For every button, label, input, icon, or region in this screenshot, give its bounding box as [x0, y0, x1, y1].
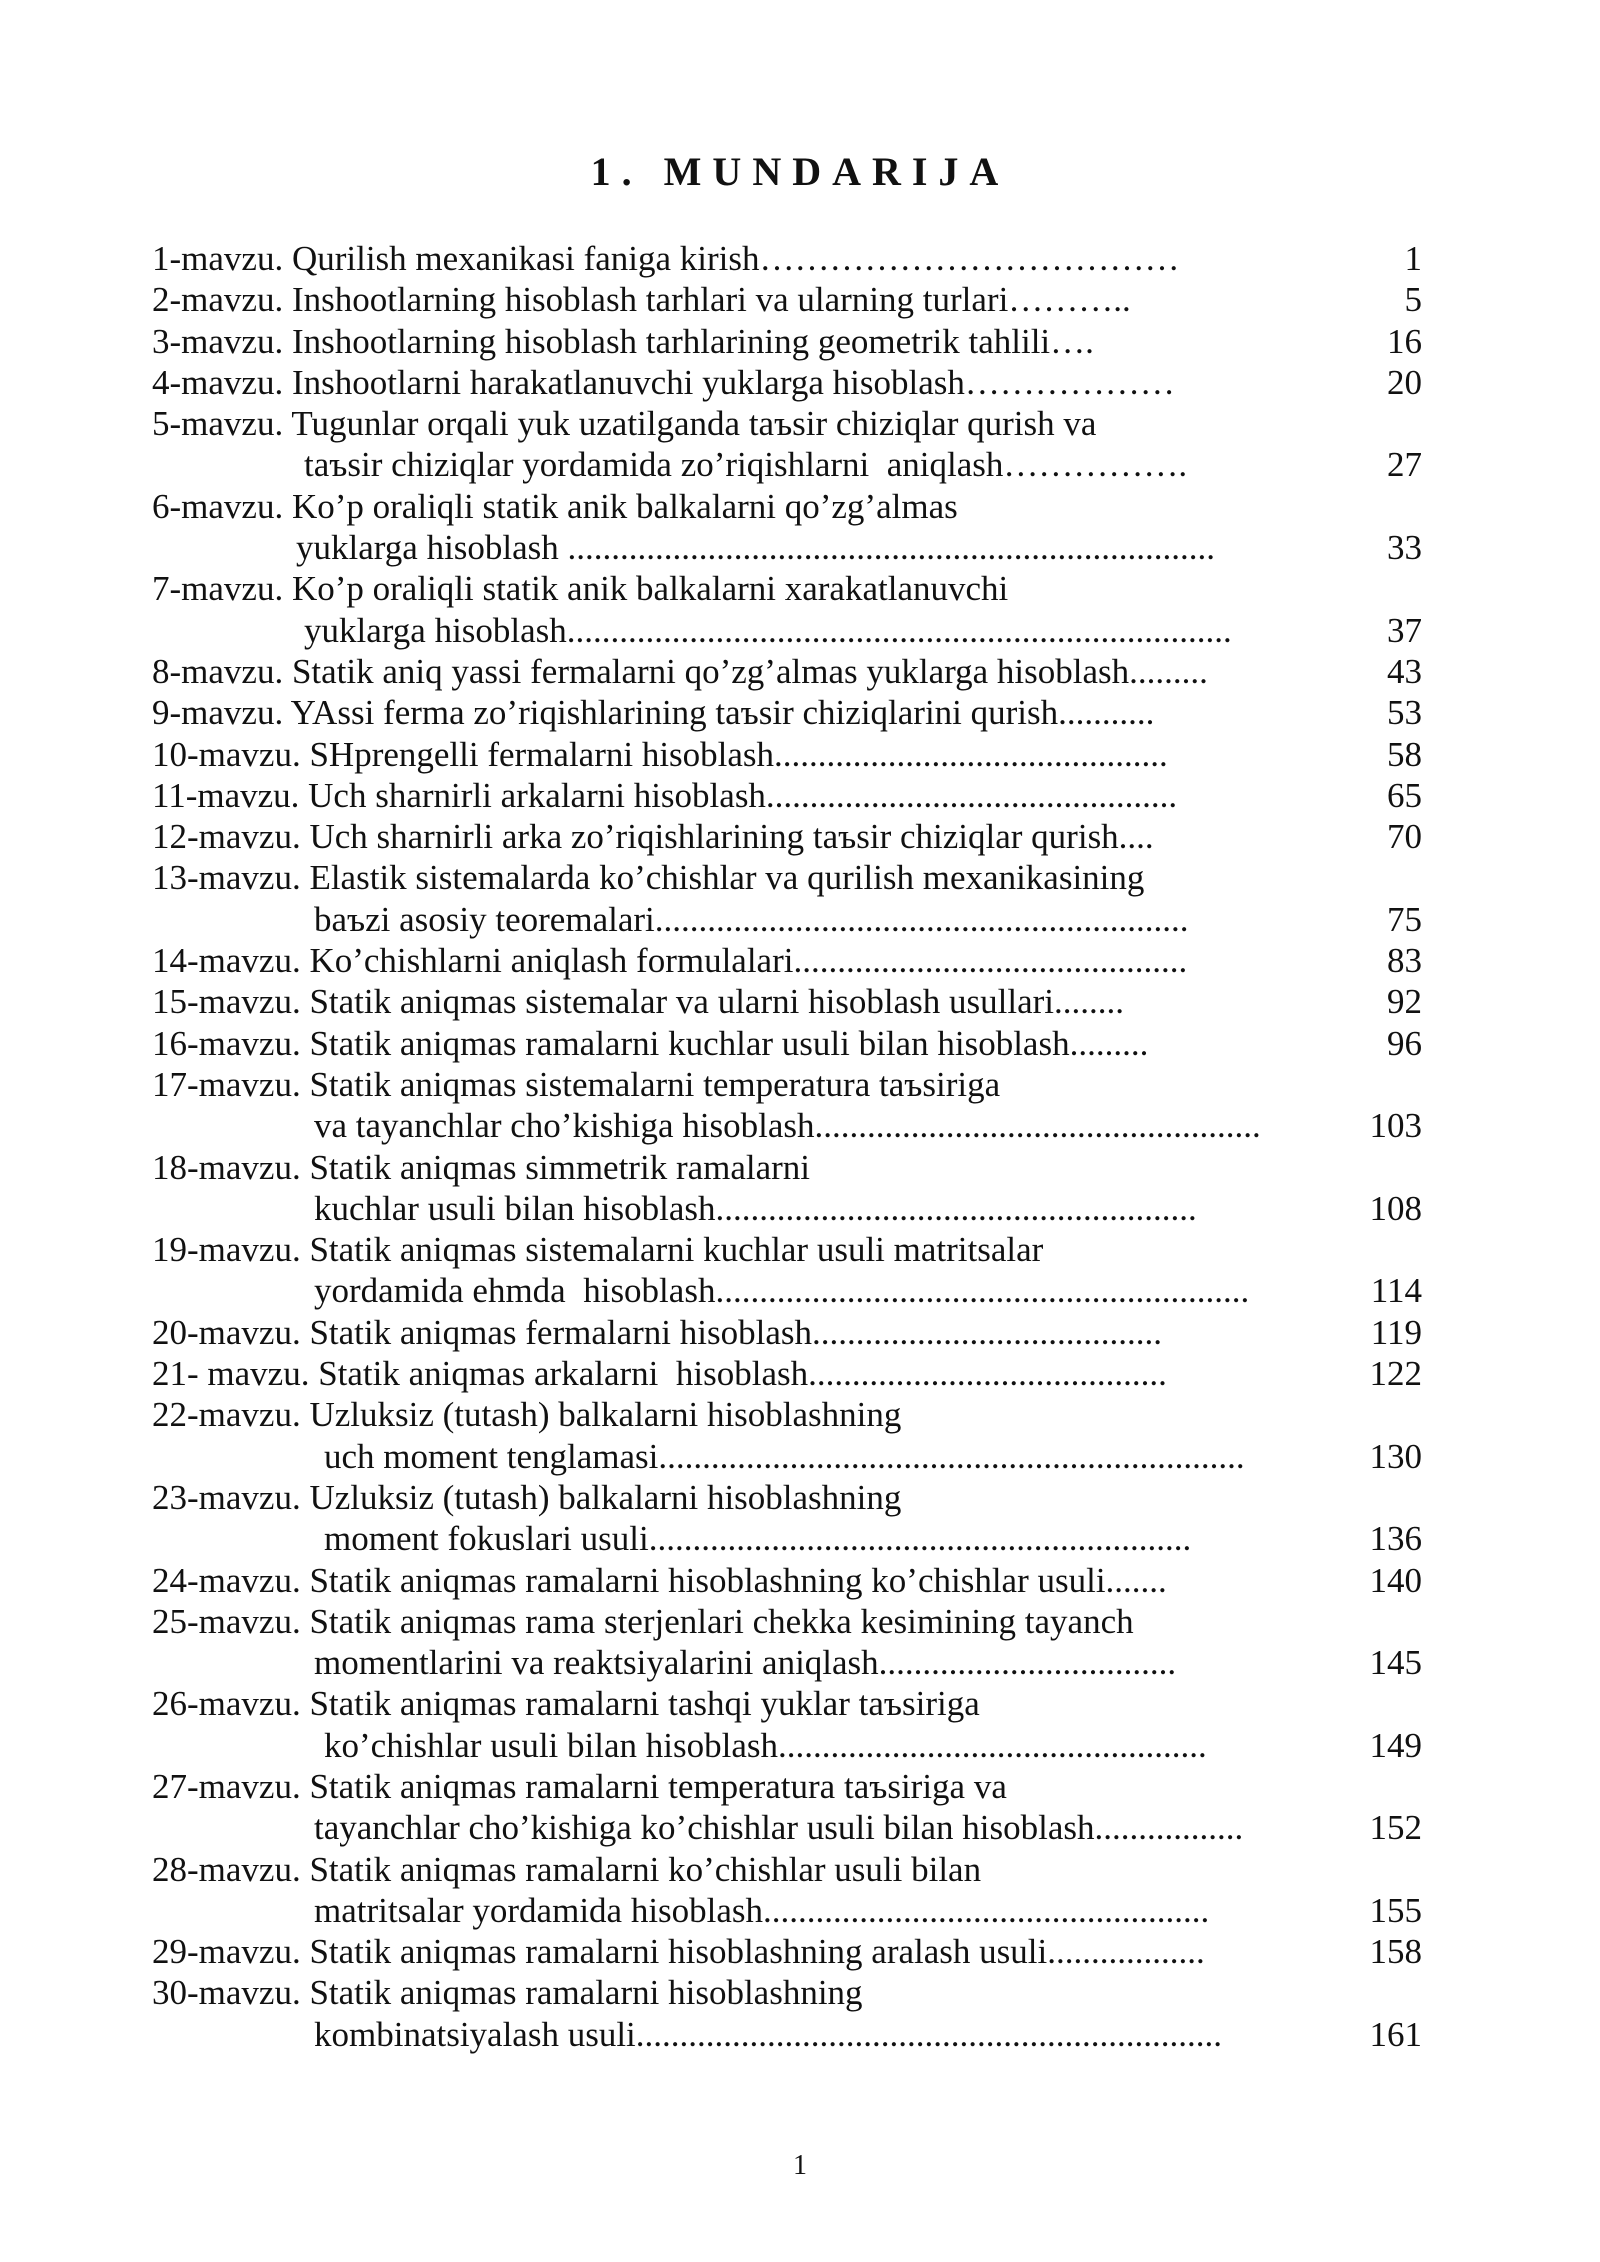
- toc-entry-line: [152, 1105, 1422, 1146]
- toc-entry-line: [152, 899, 1422, 940]
- toc-entry-line: [152, 1436, 1422, 1477]
- toc-entry-text: 13-mavzu. Elastik sistemalarda ko’chishlar va qurilish mexanikasining: [152, 858, 1145, 898]
- toc-entry-page-number: 20: [1387, 362, 1422, 402]
- toc-entry-text: baъzi asosiy teoremalari.............................................................: [314, 899, 1189, 939]
- toc-entry: [152, 981, 1422, 1022]
- toc-entry-line: [152, 1807, 1422, 1848]
- toc-entry-line: [152, 1560, 1422, 1601]
- toc-entry-text: 18-mavzu. Statik aniqmas simmetrik ramalarni: [152, 1147, 811, 1187]
- toc-entry: [152, 940, 1422, 981]
- toc-entry-text: taъsir chiziqlar yordamida zo’riqishlarni aniqlash…………….: [304, 445, 1188, 485]
- toc-entry-page-number: 92: [1387, 982, 1422, 1022]
- toc-entry-line: [152, 1312, 1422, 1353]
- toc-entry-line: [152, 321, 1422, 362]
- toc-entry-line: [152, 1849, 1422, 1890]
- toc-entry-text: 4-mavzu. Inshootlarni harakatlanuvchi yuklarga hisoblash………………: [152, 362, 1175, 402]
- toc-entry-page-number: 16: [1387, 321, 1422, 361]
- toc-entry-line: [152, 1147, 1422, 1188]
- toc-entry: [152, 816, 1422, 857]
- toc-entry-line: [152, 1683, 1422, 1724]
- toc-entry: [152, 1683, 1422, 1766]
- toc-entry-line: [152, 444, 1422, 485]
- toc-entry: [152, 775, 1422, 816]
- toc-entry-line: [152, 816, 1422, 857]
- toc-entry-page-number: 119: [1370, 1312, 1422, 1352]
- toc-entry: [152, 1229, 1422, 1312]
- toc-entry-page-number: 5: [1404, 280, 1422, 320]
- toc-entry-text: 14-mavzu. Ko’chishlarni aniqlash formulalari.............................................: [152, 941, 1188, 981]
- toc-entry-text: 2-mavzu. Inshootlarning hisoblash tarhlari va ularning turlari………..: [152, 280, 1131, 320]
- toc-entry-line: [152, 568, 1422, 609]
- toc-entry-page-number: 83: [1387, 941, 1422, 981]
- toc-entry-line: [152, 279, 1422, 320]
- toc-entry-page-number: 161: [1369, 2014, 1422, 2054]
- toc-entry-text: 10-mavzu. SHprengelli fermalarni hisoblash.............................................: [152, 734, 1168, 774]
- toc-entry: [152, 1147, 1422, 1230]
- toc-entry-text: 11-mavzu. Uch sharnirli arkalarni hisoblash...............................................: [152, 775, 1178, 815]
- toc-entry-line: [152, 486, 1422, 527]
- toc-entry-text: 17-mavzu. Statik aniqmas sistemalarni temperatura taъsiriga: [152, 1064, 1001, 1104]
- toc-entry-page-number: 33: [1387, 528, 1422, 568]
- toc-entry: [152, 692, 1422, 733]
- toc-entry-text: yuklarga hisoblash............................................................................: [304, 610, 1232, 650]
- toc-entry: [152, 1064, 1422, 1147]
- toc-entry-line: [152, 981, 1422, 1022]
- toc-entry-line: [152, 1023, 1422, 1064]
- toc-entry-text: 12-mavzu. Uch sharnirli arka zo’riqishlarining taъsir chiziqlar qurish....: [152, 817, 1154, 857]
- toc-entry: [152, 1766, 1422, 1849]
- toc-entry-page-number: 70: [1387, 817, 1422, 857]
- toc-entry-page-number: 136: [1369, 1519, 1422, 1559]
- toc-entry-text: tayanchlar cho’kishiga ko’chishlar usuli bilan hisoblash.................: [314, 1808, 1244, 1848]
- toc-entry-line: [152, 2014, 1422, 2055]
- toc-entry-line: [152, 940, 1422, 981]
- toc-entry: [152, 321, 1422, 362]
- toc-entry-text: 5-mavzu. Tugunlar orqali yuk uzatilganda taъsir chiziqlar qurish va: [152, 404, 1097, 444]
- toc-entry-text: 7-mavzu. Ko’p oraliqli statik anik balkalarni xarakatlanuvchi: [152, 569, 1009, 609]
- toc-entry-text: 1-mavzu. Qurilish mexanikasi faniga kirish………………………………: [152, 239, 1180, 278]
- toc-entry-line: [152, 1188, 1422, 1229]
- toc-entry-line: [152, 1518, 1422, 1559]
- toc-entry: [152, 1601, 1422, 1684]
- toc-entry-line: [152, 610, 1422, 651]
- toc-entry-text: 8-mavzu. Statik aniq yassi fermalarni qo’zg’almas yuklarga hisoblash.........: [152, 651, 1208, 691]
- toc-entry-line: [152, 1642, 1422, 1683]
- toc-entry-line: [152, 1270, 1422, 1311]
- toc-entry-page-number: 122: [1369, 1354, 1422, 1394]
- toc-entry-text: yuklarga hisoblash ..........................................................................: [296, 528, 1216, 568]
- toc-entry-page-number: 96: [1387, 1023, 1422, 1063]
- toc-entry: [152, 1849, 1422, 1932]
- toc-entry-page-number: 27: [1387, 445, 1422, 485]
- toc-entry-text: 28-mavzu. Statik aniqmas ramalarni ko’chishlar usuli bilan: [152, 1849, 982, 1889]
- toc-entry-text: yordamida ehmda hisoblash.............................................................: [314, 1271, 1250, 1311]
- toc-entry-line: [152, 1931, 1422, 1972]
- toc-entry-line: [152, 1890, 1422, 1931]
- toc-entry-text: 15-mavzu. Statik aniqmas sistemalar va ularni hisoblash usullari........: [152, 982, 1125, 1022]
- toc-entry-text: 25-mavzu. Statik aniqmas rama sterjenlari chekka kesimining tayanch: [152, 1601, 1134, 1641]
- toc-entry-text: 24-mavzu. Statik aniqmas ramalarni hisoblashning ko’chishlar usuli.......: [152, 1560, 1167, 1600]
- toc-entry-page-number: 108: [1369, 1188, 1422, 1228]
- toc-entry: [152, 1477, 1422, 1560]
- toc-entry-page-number: 114: [1370, 1271, 1422, 1311]
- toc-entry: [152, 1972, 1422, 2055]
- toc-entry-page-number: 103: [1369, 1106, 1422, 1146]
- toc-entry-line: [152, 651, 1422, 692]
- toc-entry-text: uch moment tenglamasi...................................................................: [324, 1436, 1245, 1476]
- toc-entry-line: [152, 1064, 1422, 1105]
- toc-entry-text: 27-mavzu. Statik aniqmas ramalarni temperatura taъsiriga va: [152, 1766, 1007, 1806]
- toc-entry-text: kuchlar usuli bilan hisoblash.......................................................: [314, 1188, 1197, 1228]
- toc-entry: [152, 857, 1422, 940]
- toc-entry-text: 16-mavzu. Statik aniqmas ramalarni kuchlar usuli bilan hisoblash.........: [152, 1023, 1149, 1063]
- toc-entry-text: 9-mavzu. YAssi ferma zo’riqishlarining taъsir chiziqlarini qurish...........: [152, 693, 1155, 733]
- page-number-footer: 1: [793, 2150, 807, 2181]
- toc-entry-line: [152, 1766, 1422, 1807]
- toc-entry-page-number: 145: [1369, 1643, 1422, 1683]
- table-of-contents: [152, 238, 1422, 2055]
- toc-entry-page-number: 75: [1387, 899, 1422, 939]
- toc-entry-page-number: 43: [1387, 651, 1422, 691]
- toc-entry-text: 21- mavzu. Statik aniqmas arkalarni hisoblash.........................................: [152, 1354, 1167, 1394]
- toc-entry: [152, 1023, 1422, 1064]
- toc-entry-line: [152, 1972, 1422, 2013]
- toc-entry: [152, 238, 1422, 279]
- toc-entry-line: [152, 1229, 1422, 1270]
- toc-entry-line: [152, 1394, 1422, 1435]
- toc-entry: [152, 362, 1422, 403]
- toc-entry: [152, 651, 1422, 692]
- toc-entry: [152, 1931, 1422, 1972]
- toc-entry-text: ko’chishlar usuli bilan hisoblash.................................................: [324, 1725, 1207, 1765]
- toc-entry: [152, 734, 1422, 775]
- toc-entry-text: 29-mavzu. Statik aniqmas ramalarni hisoblashning aralash usuli..................: [152, 1932, 1205, 1972]
- toc-entry-text: 22-mavzu. Uzluksiz (tutash) balkalarni hisoblashning: [152, 1395, 902, 1435]
- toc-entry-text: 23-mavzu. Uzluksiz (tutash) balkalarni hisoblashning: [152, 1477, 902, 1517]
- toc-entry: [152, 568, 1422, 651]
- toc-entry-line: [152, 403, 1422, 444]
- toc-entry-page-number: 155: [1369, 1890, 1422, 1930]
- toc-entry-text: kombinatsiyalash usuli...................................................................: [314, 2014, 1223, 2054]
- toc-entry: [152, 1353, 1422, 1394]
- toc-entry-page-number: 58: [1387, 734, 1422, 774]
- toc-entry-page-number: 158: [1369, 1932, 1422, 1972]
- toc-entry-line: [152, 1601, 1422, 1642]
- toc-entry: [152, 1394, 1422, 1477]
- toc-entry-line: [152, 1725, 1422, 1766]
- toc-entry-line: [152, 527, 1422, 568]
- toc-entry-page-number: 53: [1387, 693, 1422, 733]
- toc-entry-line: [152, 692, 1422, 733]
- toc-entry-text: moment fokuslari usuli..............................................................: [324, 1519, 1192, 1559]
- toc-entry: [152, 486, 1422, 569]
- toc-entry: [152, 403, 1422, 486]
- toc-entry-text: 20-mavzu. Statik aniqmas fermalarni hisoblash........................................: [152, 1312, 1162, 1352]
- toc-entry-text: matritsalar yordamida hisoblash...................................................: [314, 1890, 1210, 1930]
- toc-entry-text: 30-mavzu. Statik aniqmas ramalarni hisoblashning: [152, 1973, 863, 2013]
- toc-entry-page-number: 37: [1387, 610, 1422, 650]
- toc-entry-text: 26-mavzu. Statik aniqmas ramalarni tashqi yuklar taъsiriga: [152, 1684, 980, 1724]
- toc-entry-page-number: 152: [1369, 1808, 1422, 1848]
- toc-entry-text: 6-mavzu. Ko’p oraliqli statik anik balkalarni qo’zg’almas: [152, 486, 958, 526]
- toc-entry-text: va tayanchlar cho’kishiga hisoblash...................................................: [314, 1106, 1261, 1146]
- toc-entry-page-number: 1: [1404, 239, 1422, 278]
- toc-entry-line: [152, 362, 1422, 403]
- toc-entry-line: [152, 734, 1422, 775]
- toc-entry-line: [152, 238, 1422, 279]
- toc-entry-line: [152, 1353, 1422, 1394]
- toc-entry: [152, 1560, 1422, 1601]
- toc-entry: [152, 1312, 1422, 1353]
- toc-entry-page-number: 130: [1369, 1436, 1422, 1476]
- page-title: 1. MUNDARIJA: [590, 149, 1010, 194]
- toc-entry-line: [152, 775, 1422, 816]
- toc-entry-line: [152, 857, 1422, 898]
- toc-entry-text: momentlarini va reaktsiyalarini aniqlash..................................: [314, 1643, 1177, 1683]
- toc-entry-text: 19-mavzu. Statik aniqmas sistemalarni kuchlar usuli matritsalar: [152, 1230, 1044, 1270]
- toc-entry: [152, 279, 1422, 320]
- toc-entry-line: [152, 1477, 1422, 1518]
- toc-entry-page-number: 65: [1387, 775, 1422, 815]
- toc-entry-page-number: 140: [1369, 1560, 1422, 1600]
- toc-entry-text: 3-mavzu. Inshootlarning hisoblash tarhlarining geometrik tahlili….: [152, 321, 1094, 361]
- toc-entry-page-number: 149: [1369, 1725, 1422, 1765]
